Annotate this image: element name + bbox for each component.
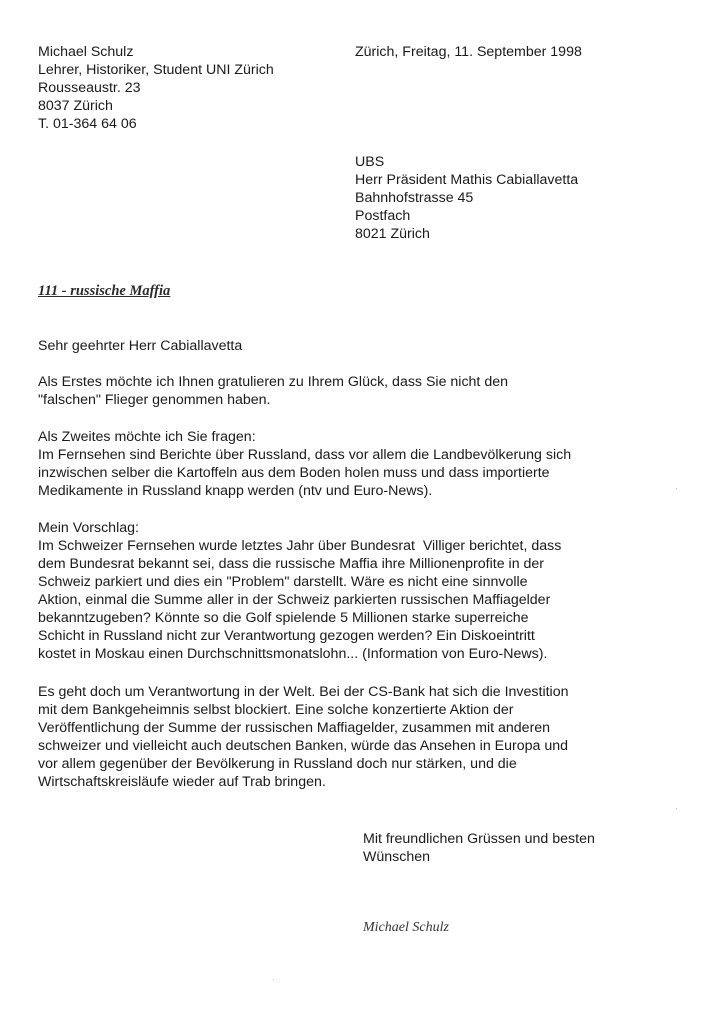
paragraph-line: Mein Vorschlag:: [38, 520, 139, 536]
letter-subject: 111 - russische Maffia: [38, 283, 171, 299]
sender-name: Michael Schulz: [38, 44, 134, 60]
salutation: Sehr geehrter Herr Cabiallavetta: [38, 338, 243, 354]
scan-speck: [676, 488, 677, 489]
paragraph-line: mit dem Bankgeheimnis selbst blockiert. Eine solche konzertierte Aktion der: [38, 702, 514, 718]
paragraph-line: Aktion, einmal die Summe aller in der Schweiz parkierten russischen Maffiagelder: [38, 592, 551, 608]
body-paragraph: [38, 683, 568, 791]
recipient-postbox: Postfach: [355, 208, 411, 224]
scan-speck: [676, 808, 677, 809]
body-paragraph: [38, 519, 561, 663]
paragraph-line: inzwischen selber die Kartoffeln aus dem Boden holen muss und dass importierte: [38, 465, 550, 481]
sender-phone: T. 01-364 64 06: [38, 116, 137, 132]
paragraph-line: vor allem gegenüber der Bevölkerung in Russland doch nur stärken, und die: [38, 756, 517, 772]
closing-line: Mit freundlichen Grüssen und besten: [363, 831, 595, 847]
paragraph-line: bekanntzugeben? Könnte so die Golf spielende 5 Millionen starke superreiche: [38, 610, 529, 626]
paragraph-line: Wirtschaftskreisläufe wieder auf Trab bringen.: [38, 774, 326, 790]
paragraph-line: Als Erstes möchte ich Ihnen gratulieren zu Ihrem Glück, dass Sie nicht den: [38, 374, 508, 390]
paragraph-line: "falschen" Flieger genommen haben.: [38, 392, 271, 408]
paragraph-line: kostet in Moskau einen Durchschnittsmonatslohn... (Information von Euro-News).: [38, 646, 548, 662]
paragraph-line: Im Fernsehen sind Berichte über Russland, dass vor allem die Landbevölkerung sich: [38, 447, 572, 463]
paragraph-line: Veröffentlichung der Summe der russischen Maffiagelder, zusammen mit anderen: [38, 720, 551, 736]
sender-city: 8037 Zürich: [38, 98, 113, 114]
paragraph-line: Als Zweites möchte ich Sie fragen:: [38, 429, 256, 445]
sender-occupation: Lehrer, Historiker, Student UNI Zürich: [38, 62, 274, 78]
closing-formula: [363, 830, 595, 866]
paragraph-line: dem Bundesrat bekannt sei, dass die russische Maffia ihre Millionenprofite in der: [38, 556, 545, 572]
paragraph-line: Im Schweizer Fernsehen wurde letztes Jahr über Bundesrat Villiger berichtet, dass: [38, 538, 562, 554]
closing-line: Wünschen: [363, 849, 431, 865]
sender-address-block: [38, 43, 274, 133]
paragraph-line: Schicht in Russland nicht zur Verantwortung gezogen werden? Ein Diskoeintritt: [38, 628, 535, 644]
recipient-street: Bahnhofstrasse 45: [355, 190, 474, 206]
body-paragraph: [38, 428, 571, 500]
recipient-company: UBS: [355, 154, 385, 170]
recipient-name: Herr Präsident Mathis Cabiallavetta: [355, 172, 579, 188]
signature: Michael Schulz: [363, 920, 449, 935]
letter-date: Zürich, Freitag, 11. September 1998: [355, 44, 582, 60]
paragraph-line: Es geht doch um Verantwortung in der Welt. Bei der CS-Bank hat sich die Investition: [38, 684, 569, 700]
paragraph-line: Schweiz parkiert und dies ein "Problem" darstellt. Wäre es nicht eine sinnvolle: [38, 574, 528, 590]
recipient-city: 8021 Zürich: [355, 226, 430, 242]
scan-speck: [273, 979, 274, 980]
paragraph-line: Medikamente in Russland knapp werden (ntv und Euro-News).: [38, 483, 433, 499]
sender-street: Rousseaustr. 23: [38, 80, 141, 96]
paragraph-line: schweizer und vielleicht auch deutschen Banken, würde das Ansehen in Europa und: [38, 738, 569, 754]
recipient-address-block: [355, 153, 578, 243]
body-paragraph: [38, 373, 508, 409]
